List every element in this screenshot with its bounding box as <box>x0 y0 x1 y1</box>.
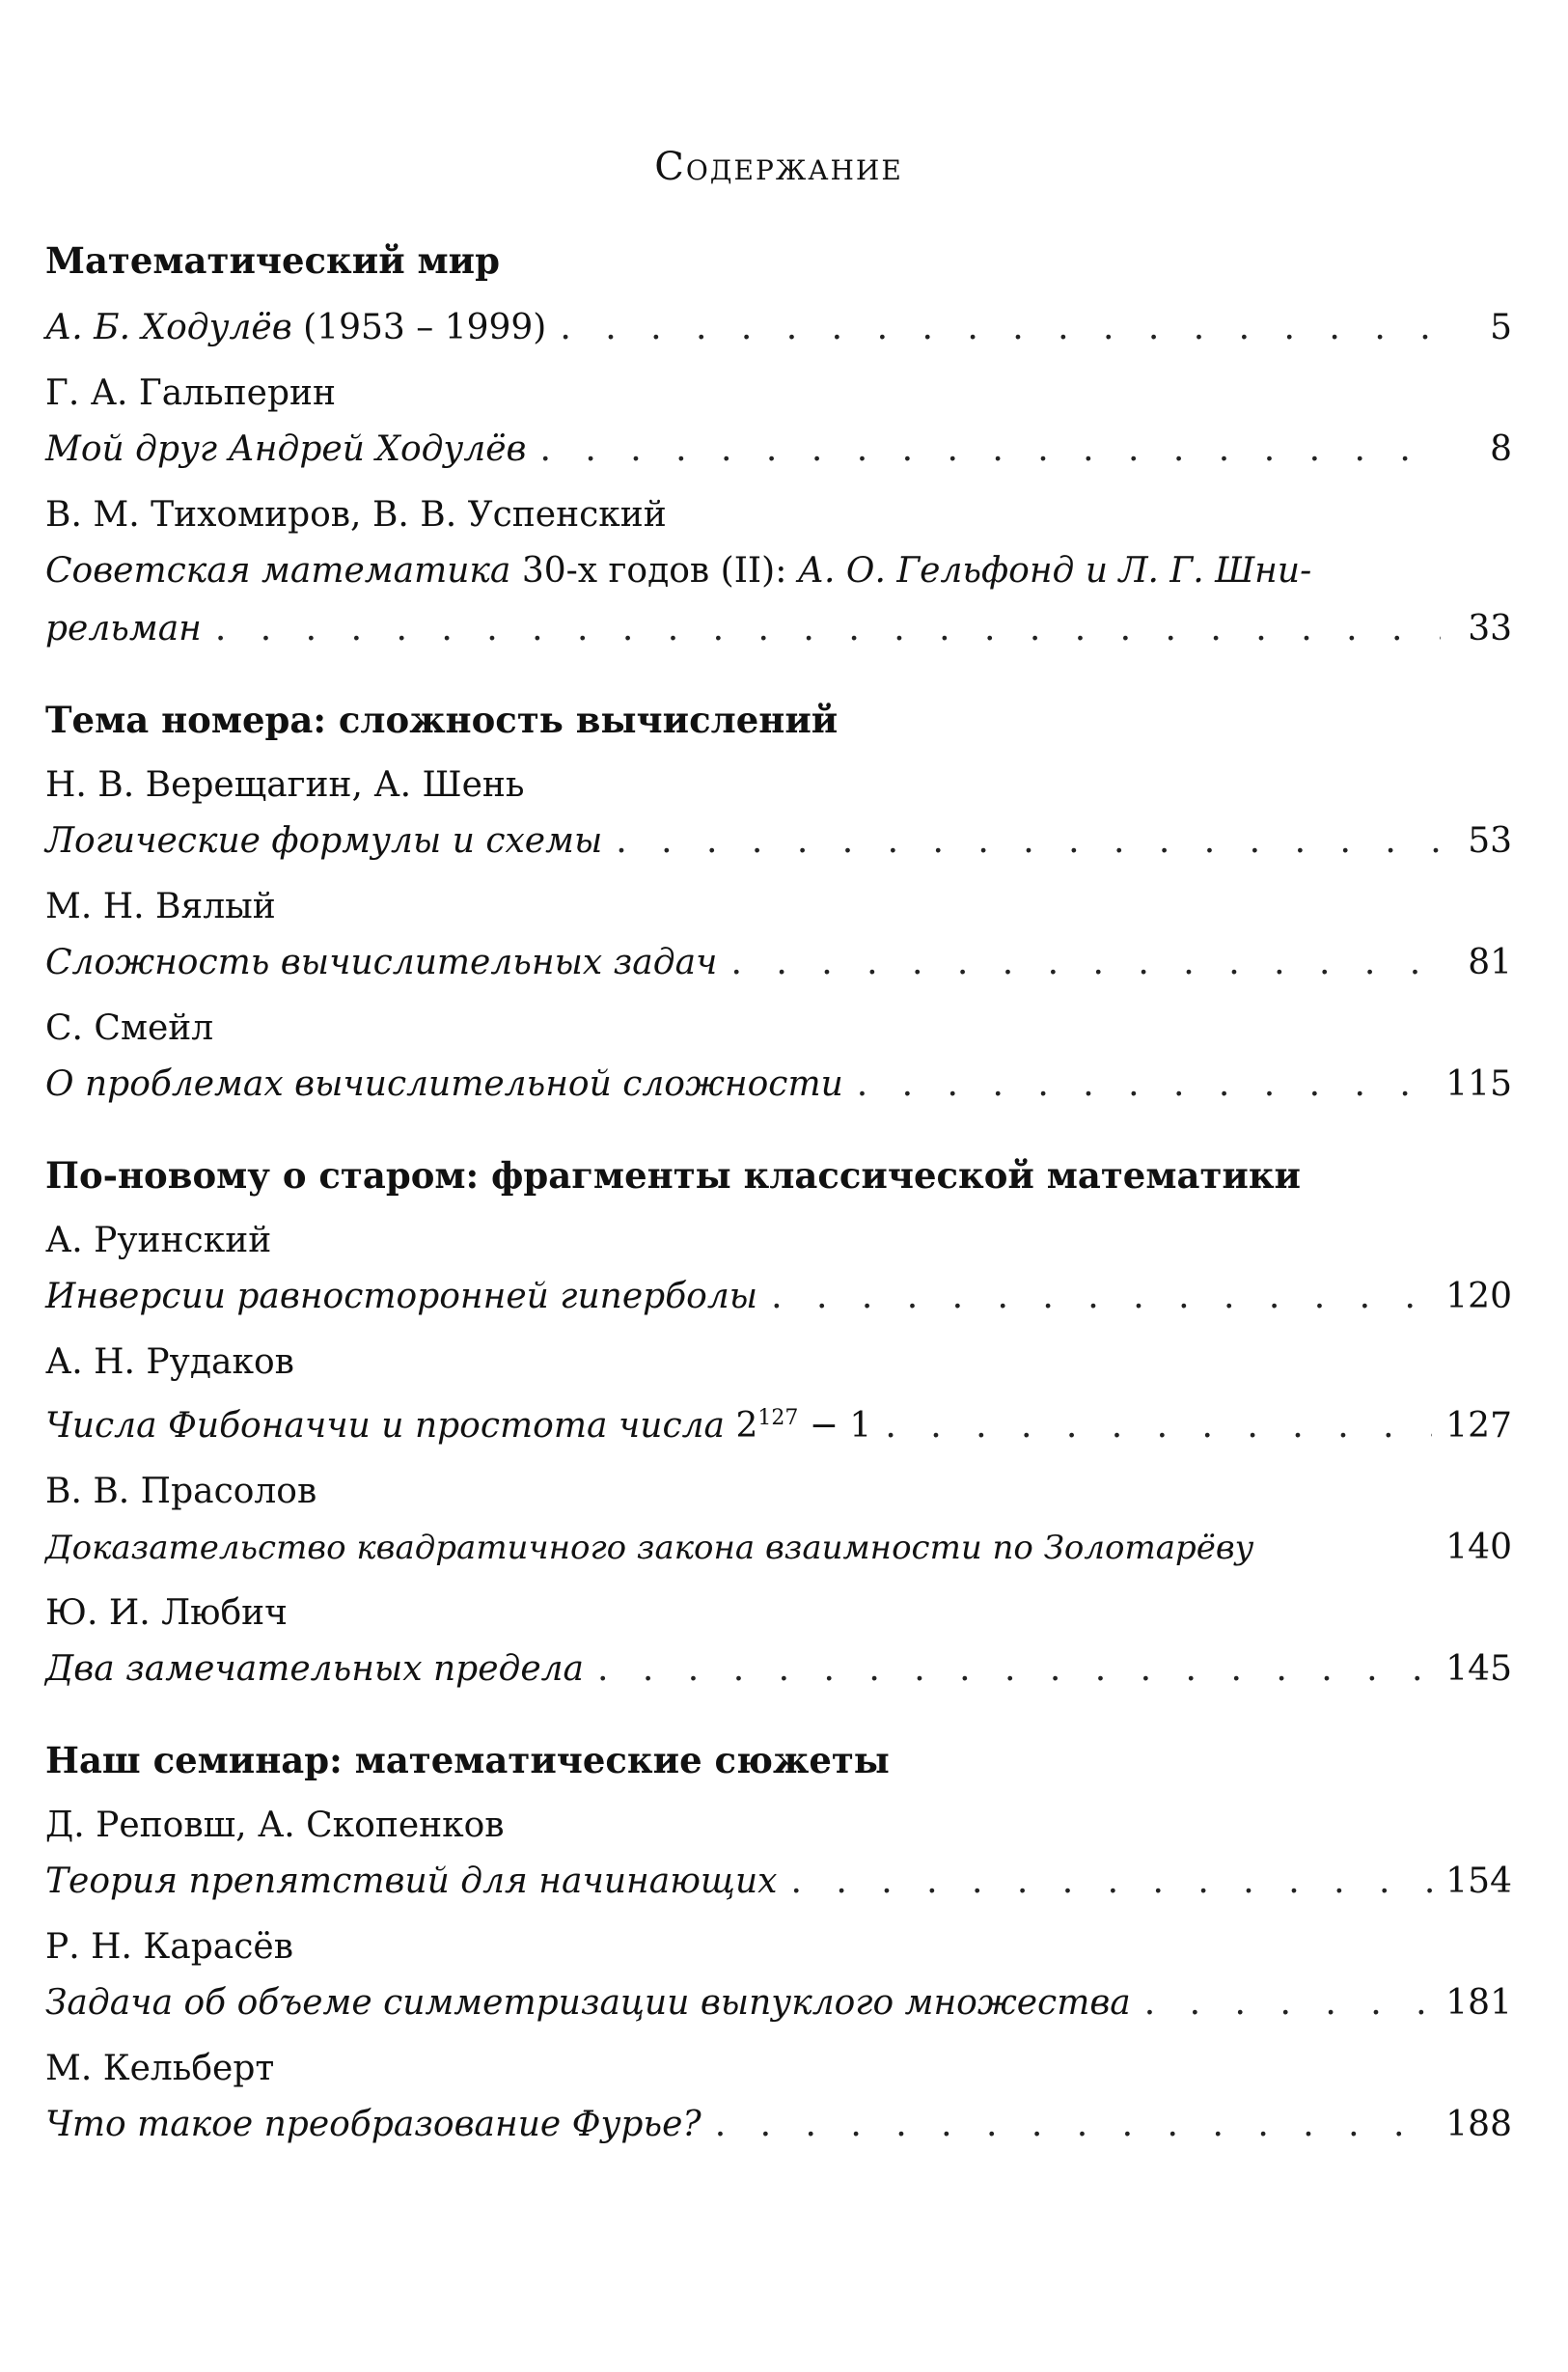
section-heading: Математический мир <box>45 239 500 282</box>
toc-entry[interactable] <box>45 1465 1512 1577</box>
entry-line <box>45 299 1512 357</box>
leader-dots <box>715 2096 1433 2154</box>
entry-author: М. Н. Вялый <box>45 887 276 926</box>
toc-entry[interactable] <box>45 1336 1512 1455</box>
leader-dots <box>730 934 1441 992</box>
leader-dots <box>885 1397 1432 1455</box>
page-number: 115 <box>1445 1064 1512 1104</box>
entry-author: М. Кельберт <box>45 2049 275 2088</box>
toc-entry[interactable] <box>45 2042 1512 2154</box>
entry-title: Теория препятствий для начинающих <box>45 1862 778 1901</box>
entry-title: О проблемах вычислительной сложности <box>45 1064 843 1104</box>
toc-entry[interactable] <box>45 880 1512 992</box>
page-number: 8 <box>1490 429 1512 469</box>
toc-section <box>45 1739 1512 2154</box>
entry-line <box>45 421 1512 479</box>
page-number: 81 <box>1468 943 1512 982</box>
entry-title: Инверсии равносторонней гиперболы <box>45 1277 758 1316</box>
page-number: 188 <box>1445 2105 1512 2144</box>
toc-entry[interactable] <box>45 1586 1512 1698</box>
leader-dots <box>616 813 1441 870</box>
page-number: 53 <box>1468 821 1512 861</box>
toc-entry[interactable] <box>45 1920 1512 2032</box>
toc-entry[interactable] <box>45 1002 1512 1114</box>
toc-section <box>45 239 1512 658</box>
toc-entry[interactable] <box>45 488 1512 658</box>
toc-entry[interactable] <box>45 299 1512 357</box>
entry-title-line2: рельман <box>45 609 202 648</box>
entry-title: Мой друг Андрей Ходулёв <box>45 429 527 469</box>
leader-dots <box>540 421 1442 479</box>
entry-line <box>45 600 1512 658</box>
entry-author: Р. Н. Карасёв <box>45 1927 293 1967</box>
entry-author: А. Руинский <box>45 1221 272 1260</box>
leader-dots <box>560 299 1441 357</box>
page-number: 5 <box>1490 308 1512 347</box>
entry-title: Два замечательных предела <box>45 1649 585 1689</box>
entry-author: Д. Реповш, А. Скопенков <box>45 1806 505 1845</box>
page-number: 120 <box>1445 1277 1512 1316</box>
entry-title-line1: Советская математика 30-х годов (II): А. О. Гельфонд и Л. Г. Шни- <box>45 551 1312 591</box>
entry-line <box>45 1641 1512 1698</box>
section-heading: Тема номера: сложность вычислений <box>45 699 839 741</box>
toc-entry[interactable] <box>45 1214 1512 1326</box>
page-number: 181 <box>1445 1983 1512 2023</box>
entry-line <box>45 1268 1512 1326</box>
leader-dots <box>857 1056 1433 1114</box>
entry-line <box>45 934 1512 992</box>
entry-title: Логические формулы и схемы <box>45 821 603 861</box>
entry-author: Ю. И. Любич <box>45 1593 288 1633</box>
entry-line <box>45 1974 1512 2032</box>
entry-title: Сложность вычислительных задач <box>45 943 718 982</box>
entry-title: Задача об объеме симметризации выпуклого множества <box>45 1983 1131 2023</box>
leader-dots <box>597 1641 1432 1698</box>
entry-author: Н. В. Верещагин, А. Шень <box>45 765 525 805</box>
toc-section <box>45 699 1512 1114</box>
entry-author: В. М. Тихомиров, В. В. Успенский <box>45 495 667 535</box>
leader-dots <box>771 1268 1432 1326</box>
entry-title: Что такое преобразование Фурье? <box>45 2105 701 2144</box>
entry-author: А. Н. Рудаков <box>45 1342 294 1382</box>
toc-section <box>45 1154 1512 1698</box>
toc-entry[interactable] <box>45 367 1512 479</box>
toc-entry[interactable] <box>45 758 1512 870</box>
toc-page <box>45 145 1512 2194</box>
section-heading: По-новому о старом: фрагменты классической математики <box>45 1154 1301 1197</box>
page-number: 33 <box>1468 609 1512 648</box>
entry-title: Доказательство квадратичного закона взаимности по Золотарёву <box>45 1529 1254 1567</box>
section-heading: Наш семинар: математические сюжеты <box>45 1739 890 1781</box>
entry-author: С. Смейл <box>45 1008 214 1048</box>
entry-author: В. В. Прасолов <box>45 1472 317 1511</box>
entry-line <box>45 813 1512 870</box>
entry-title: А. Б. Ходулёв (1953 – 1999) <box>45 308 547 347</box>
entry-line <box>45 1853 1512 1911</box>
toc-entry[interactable] <box>45 1799 1512 1911</box>
page-number: 140 <box>1445 1528 1512 1567</box>
page-number: 154 <box>1445 1862 1512 1901</box>
leader-dots <box>215 600 1441 658</box>
leader-dots <box>1144 1974 1433 2032</box>
entry-line <box>45 1390 1512 1455</box>
entry-author: Г. А. Гальперин <box>45 373 336 413</box>
entry-title: Числа Фибоначчи и простота числа $2^{127} - 1$ <box>45 1406 872 1446</box>
page-title: Содержание <box>654 145 903 189</box>
entry-line <box>45 1519 1512 1577</box>
entry-line <box>45 2096 1512 2154</box>
page-number: 145 <box>1445 1649 1512 1689</box>
leader-dots <box>790 1853 1432 1911</box>
entry-line <box>45 1056 1512 1114</box>
page-number: 127 <box>1445 1406 1512 1446</box>
